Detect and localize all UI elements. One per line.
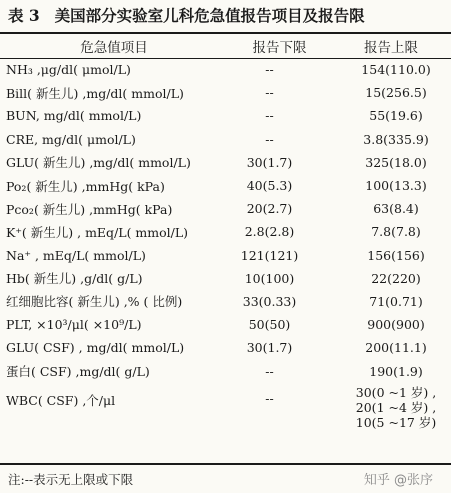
table-title: 美国部分实验室儿科危急值报告项目及报告限 [54, 6, 365, 25]
table-row [0, 58, 451, 81]
lower-limit: 30(1.7) [246, 340, 293, 356]
lower-limit: -- [265, 363, 274, 379]
table-row [0, 151, 451, 174]
lower-limit: -- [265, 131, 274, 147]
upper-limit: 71(0.71) [369, 293, 423, 309]
lower-limit: -- [265, 85, 274, 101]
upper-limit: 190(1.9) [369, 363, 423, 379]
upper-limit: 15(256.5) [365, 85, 427, 101]
lower-limit: -- [265, 108, 274, 124]
upper-limit: 63(8.4) [373, 201, 419, 217]
critical-item: PLT, ×10³/μl( ×10⁹/L) [6, 317, 142, 333]
upper-limit: 55(19.6) [369, 108, 423, 124]
lower-limit: -- [265, 390, 274, 406]
critical-item: Pco₂( 新生儿) ,mmHg( kPa) [6, 201, 173, 217]
bottom-rule [0, 463, 451, 465]
critical-item: WBC( CSF) ,个/μl [6, 392, 116, 408]
critical-item: K⁺( 新生儿) , mEq/L( mmol/L) [6, 224, 189, 240]
upper-limit: 3.8(335.9) [363, 131, 429, 147]
upper-limit: 100(13.3) [365, 178, 427, 194]
lower-limit: -- [265, 62, 274, 78]
table-row [0, 313, 451, 336]
upper-limit: 7.8(7.8) [371, 224, 421, 240]
table-row [0, 383, 451, 433]
table-row [0, 104, 451, 127]
table-caption [8, 6, 448, 26]
table-row [0, 81, 451, 104]
lower-limit: 40(5.3) [246, 178, 293, 194]
lower-limit: 10(100) [244, 270, 295, 286]
critical-item: CRE, mg/dl( μmol/L) [6, 131, 136, 147]
critical-values-table [0, 34, 451, 433]
table-footnote: 注:--表示无上限或下限 [8, 472, 134, 487]
header-upper-limit: 报告上限 [364, 40, 418, 56]
critical-item: Po₂( 新生儿) ,mmHg( kPa) [6, 178, 165, 194]
table-row [0, 220, 451, 243]
upper-limit: 154(110.0) [361, 62, 431, 78]
table-row [0, 128, 451, 151]
upper-limit: 200(11.1) [365, 340, 427, 356]
table-header-row [0, 34, 451, 58]
critical-item: Na⁺ , mEq/L( mmol/L) [6, 247, 146, 263]
table-row [0, 290, 451, 313]
lower-limit: 20(2.7) [246, 201, 293, 217]
lower-limit: 2.8(2.8) [244, 224, 295, 240]
upper-limit: 156(156) [367, 247, 425, 263]
critical-item: 蛋白( CSF) ,mg/dl( g/L) [6, 364, 150, 380]
critical-item: GLU( 新生儿) ,mg/dl( mmol/L) [6, 155, 191, 171]
upper-limit: 30(0 ~1 岁) , 20(1 ~4 岁) , 10(5 ~17 岁) [355, 384, 437, 430]
table-row [0, 174, 451, 197]
table-row [0, 359, 451, 382]
upper-limit: 325(18.0) [365, 154, 427, 170]
watermark: 知乎 @张序 [363, 473, 433, 488]
critical-item: Bill( 新生儿) ,mg/dl( mmol/L) [6, 85, 184, 101]
upper-limit: 22(220) [371, 270, 421, 286]
table-row [0, 336, 451, 359]
table-number: 表 3 [8, 6, 40, 25]
lower-limit: 30(1.7) [246, 154, 293, 170]
header-lower-limit: 报告下限 [252, 40, 307, 56]
critical-item: BUN, mg/dl( mmol/L) [6, 108, 142, 124]
header-item: 危急值项目 [80, 40, 148, 56]
critical-item: 红细胞比容( 新生儿) ,% ( 比例) [6, 294, 183, 310]
table-row [0, 267, 451, 290]
lower-limit: 50(50) [248, 317, 291, 333]
table-row [0, 244, 451, 267]
critical-item: GLU( CSF) , mg/dl( mmol/L) [6, 340, 185, 356]
table-row [0, 197, 451, 220]
lower-limit: 33(0.33) [242, 293, 297, 309]
critical-item: NH₃ ,μg/dl( μmol/L) [6, 62, 131, 78]
critical-item: Hb( 新生儿) ,g/dl( g/L) [6, 271, 143, 287]
lower-limit: 121(121) [240, 247, 299, 263]
upper-limit: 900(900) [367, 317, 425, 333]
